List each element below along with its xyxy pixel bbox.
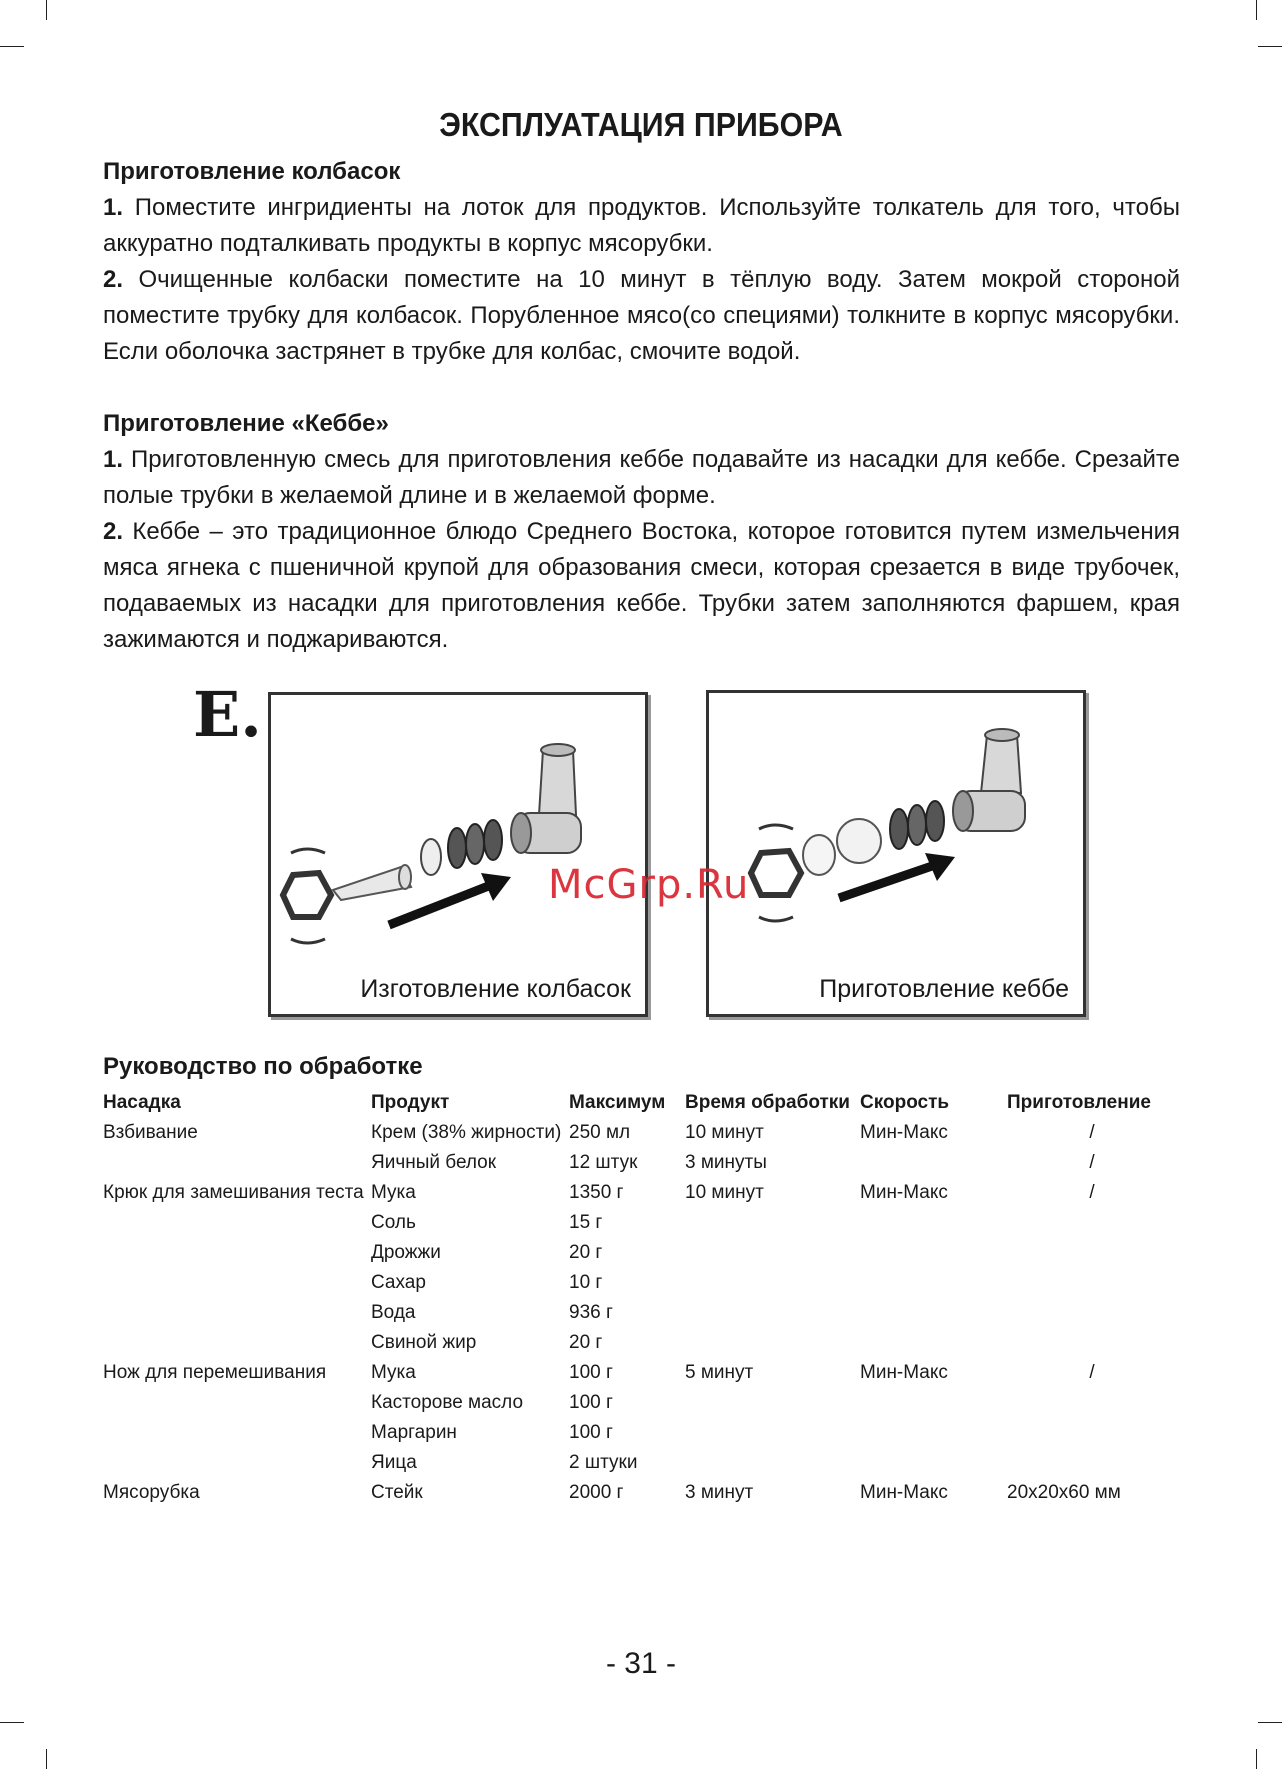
page-number: - 31 - <box>605 1647 677 1680</box>
table-cell: 10 г <box>569 1272 603 1293</box>
table-cell <box>1007 1208 1177 1238</box>
table-cell: / <box>1089 1362 1095 1383</box>
table-cell: / <box>1089 1122 1095 1143</box>
table-cell <box>103 1298 371 1328</box>
table-cell: 250 мл <box>569 1122 631 1143</box>
table-cell: Свиной жир <box>371 1332 477 1353</box>
table-cell: Касторове масло <box>371 1392 524 1413</box>
table-row <box>103 1448 1177 1478</box>
table-cell: 5 минут <box>685 1362 754 1383</box>
step-text: Приготовленную смесь для приготовления кеббе подавайте из насадки для кеббе. Срезайте полые трубки в желаемой длине и в желаемой форме. <box>103 446 1180 509</box>
table-cell <box>1007 1238 1177 1268</box>
step-number: 2. <box>103 518 124 545</box>
crop-mark <box>1258 1722 1282 1723</box>
table-cell <box>103 1208 371 1238</box>
table-cell <box>1007 1268 1177 1298</box>
table-cell <box>103 1448 371 1478</box>
table-cell: 100 г <box>569 1392 613 1413</box>
column-header: Приготовление <box>1007 1092 1151 1113</box>
table-cell <box>860 1208 1007 1238</box>
crop-mark <box>0 1722 24 1723</box>
table-cell: 2 штуки <box>569 1452 638 1473</box>
sausage-step-2 <box>103 262 1180 370</box>
sausage-illustration <box>268 692 648 1017</box>
table-cell: 3 минут <box>685 1482 754 1503</box>
table-cell: / <box>1089 1152 1095 1173</box>
table-cell <box>685 1448 860 1478</box>
table-row <box>103 1268 1177 1298</box>
table-row <box>103 1178 1177 1208</box>
table-cell <box>1007 1298 1177 1328</box>
table-cell: 10 минут <box>685 1182 764 1203</box>
table-cell: Соль <box>371 1212 416 1233</box>
column-header: Скорость <box>860 1092 950 1113</box>
table-cell: Мука <box>371 1362 416 1383</box>
table-cell <box>860 1298 1007 1328</box>
table-body <box>103 1118 1177 1508</box>
sausage-caption: Изготовление колбасок <box>360 975 631 1003</box>
figure-label: E. <box>193 678 262 751</box>
table-cell <box>103 1418 371 1448</box>
kebbe-step-2 <box>103 514 1180 658</box>
kebbe-illustration <box>706 690 1086 1017</box>
step-text: Поместите ингридиенты на лоток для продуктов. Используйте толкатель для того, чтобы аккуратно подталкивать продукты в корпус мясорубки. <box>103 194 1180 257</box>
table-cell: 20 г <box>569 1332 603 1353</box>
table-cell: 20x20x60 мм <box>1007 1482 1121 1503</box>
table-cell: 2000 г <box>569 1482 624 1503</box>
table-row <box>103 1238 1177 1268</box>
table-cell: 1350 г <box>569 1182 624 1203</box>
sausage-section <box>103 154 1180 370</box>
table-cell: 3 минуты <box>685 1152 767 1173</box>
crop-mark <box>46 1749 47 1769</box>
kebbe-assembly-icon <box>709 693 1083 1014</box>
column-header: Продукт <box>371 1092 450 1113</box>
crop-mark <box>46 0 47 20</box>
column-header: Насадка <box>103 1092 181 1113</box>
page-title: ЭКСПЛУАТАЦИЯ ПРИБОРА <box>439 106 843 143</box>
table-cell <box>1007 1448 1177 1478</box>
table-cell: Мин-Макс <box>860 1182 948 1203</box>
watermark: McGrp.Ru <box>548 862 750 908</box>
crop-mark <box>1256 0 1257 20</box>
table-cell: 12 штук <box>569 1152 638 1173</box>
table-row <box>103 1118 1177 1148</box>
sausage-step-1 <box>103 190 1180 262</box>
table-cell <box>103 1328 371 1358</box>
table-cell: Яица <box>371 1452 417 1473</box>
step-number: 1. <box>103 194 124 221</box>
table-cell: 100 г <box>569 1362 613 1383</box>
table-cell <box>1007 1328 1177 1358</box>
table-cell <box>860 1148 1007 1178</box>
crop-mark <box>0 46 24 47</box>
table-cell: Яичный белок <box>371 1152 497 1173</box>
table-cell <box>685 1328 860 1358</box>
table-cell <box>685 1298 860 1328</box>
table-cell: 10 минут <box>685 1122 764 1143</box>
step-number: 2. <box>103 266 124 293</box>
table-row <box>103 1328 1177 1358</box>
table-cell <box>103 1388 371 1418</box>
table-cell: Вода <box>371 1302 416 1323</box>
table-cell <box>685 1388 860 1418</box>
table-cell: Нож для перемешивания <box>103 1362 327 1383</box>
table-cell: 100 г <box>569 1422 613 1443</box>
table-row <box>103 1208 1177 1238</box>
table-cell <box>103 1268 371 1298</box>
guide-title: Руководство по обработке <box>103 1053 423 1080</box>
processing-guide-table <box>103 1088 1177 1508</box>
table-cell: Стейк <box>371 1482 423 1503</box>
table-cell: Крюк для замешивания теста <box>103 1182 364 1203</box>
table-row <box>103 1388 1177 1418</box>
table-cell <box>103 1238 371 1268</box>
table-cell: Мин-Макс <box>860 1362 948 1383</box>
table-row <box>103 1298 1177 1328</box>
crop-mark <box>1258 46 1282 47</box>
table-cell: Мин-Макс <box>860 1482 948 1503</box>
table-cell <box>860 1418 1007 1448</box>
table-cell: Дрожжи <box>371 1242 441 1263</box>
step-text: Очищенные колбаски поместите на 10 минут в тёплую воду. Затем мокрой стороной поместите трубку для колбасок. Порубленное мясо(со специями) толкните в корпус мясорубки. Если оболочка застрянет в трубке для колбас, смочите водой. <box>103 266 1180 365</box>
table-cell: 15 г <box>569 1212 603 1233</box>
step-text: Кеббе – это традиционное блюдо Среднего Востока, которое готовится путем измельчения мяса ягнека с пшеничной крупой для образования смеси, которая срезается в виде трубочек, подаваемых из насадки для приготовления кеббе. Трубки затем заполняются фаршем, края зажимаются и поджариваются. <box>103 518 1180 653</box>
sausage-assembly-icon <box>271 695 645 1014</box>
column-header: Максимум <box>569 1092 666 1113</box>
table-row <box>103 1418 1177 1448</box>
step-number: 1. <box>103 446 124 473</box>
table-cell: 20 г <box>569 1242 603 1263</box>
table-cell: Мясорубка <box>103 1482 200 1503</box>
kebbe-caption: Приготовление кеббе <box>819 975 1069 1003</box>
table-row <box>103 1148 1177 1178</box>
table-cell <box>860 1268 1007 1298</box>
table-header-row <box>103 1088 1177 1118</box>
table-cell <box>685 1238 860 1268</box>
kebbe-step-1 <box>103 442 1180 514</box>
table-cell <box>860 1328 1007 1358</box>
table-cell <box>1007 1418 1177 1448</box>
table-cell: Крем (38% жирности) <box>371 1122 562 1143</box>
table-cell: Сахар <box>371 1272 426 1293</box>
table-cell: Мин-Макс <box>860 1122 948 1143</box>
column-header: Время обработки <box>685 1092 850 1113</box>
table-cell: / <box>1089 1182 1095 1203</box>
kebbe-section <box>103 406 1180 658</box>
table-cell <box>1007 1388 1177 1418</box>
table-cell <box>860 1448 1007 1478</box>
table-row <box>103 1358 1177 1388</box>
table-cell: Мука <box>371 1182 416 1203</box>
table-cell: Взбивание <box>103 1122 198 1143</box>
table-cell: 936 г <box>569 1302 613 1323</box>
table-row <box>103 1478 1177 1508</box>
table-cell <box>685 1208 860 1238</box>
crop-mark <box>1256 1749 1257 1769</box>
kebbe-heading: Приготовление «Кеббе» <box>103 410 389 437</box>
table-cell <box>860 1388 1007 1418</box>
table-cell <box>103 1148 371 1178</box>
table-cell <box>685 1418 860 1448</box>
table-cell: Маргарин <box>371 1422 457 1443</box>
table-cell <box>860 1238 1007 1268</box>
table-cell <box>685 1268 860 1298</box>
sausage-heading: Приготовление колбасок <box>103 158 401 185</box>
